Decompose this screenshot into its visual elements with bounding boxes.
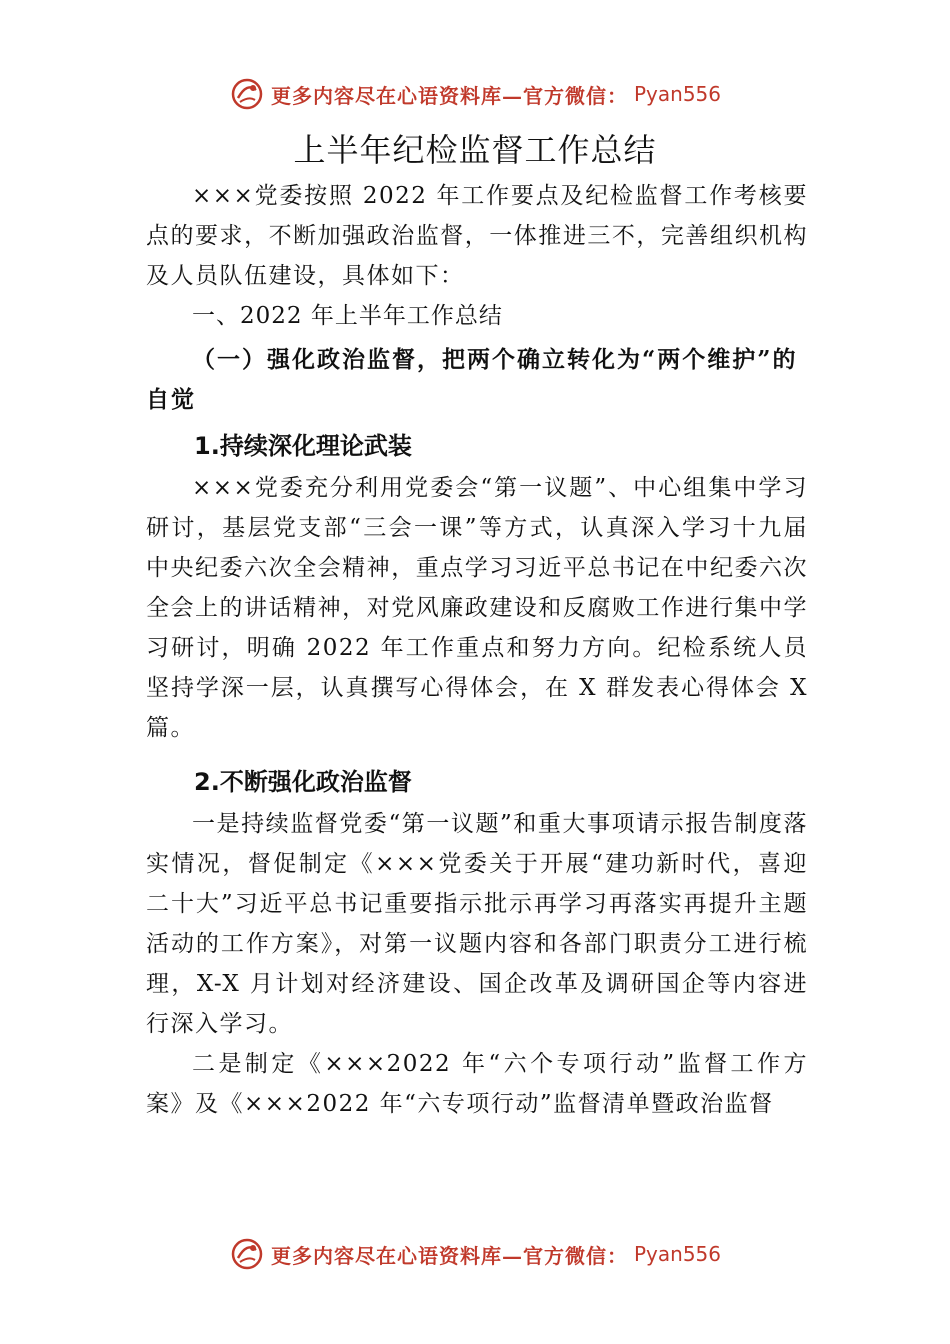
intro-paragraph: ×××党委按照 2022 年工作要点及纪检监督工作考核要点的要求，不断加强政治监督，一体推进三不，完善组织机构及人员队伍建设，具体如下： — [146, 183, 808, 289]
document-title: 上半年纪检监督工作总结 — [293, 131, 657, 169]
section-heading-1: 一、2022 年上半年工作总结 — [192, 303, 503, 329]
watermark-contact: Pyan556 — [633, 82, 721, 106]
watermark-text: 更多内容尽在心语资料库—官方微信： — [270, 83, 628, 108]
watermark-text: 更多内容尽在心语资料库—官方微信： — [270, 1243, 628, 1268]
subsection-heading-1: （一）强化政治监督，把两个确立转化为“两个维护”的自觉 — [146, 346, 798, 413]
item-1-paragraph: ×××党委充分利用党委会“第一议题”、中心组集中学习研讨，基层党支部“三会一课”等方式，认真深入学习十九届中央纪委六次全会精神，重点学习习近平总书记在中纪委六次全会上的讲话精神，对党风廉政建设和反腐败工作进行集中学习研讨，明确 2022 年工作重点和努力方向。纪检系统人员坚持学深一层，认真撰写心得体会，在 X 群发表心得体会 X 篇。 — [146, 475, 808, 741]
item-heading-2: 2.不断强化政治监督 — [194, 768, 412, 796]
watermark-logo-icon — [229, 1236, 265, 1272]
document-body — [146, 176, 808, 1124]
item-2-paragraph-1: 一是持续监督党委“第一议题”和重大事项请示报告制度落实情况，督促制定《×××党委关于开展“建功新时代，喜迎二十大”习近平总书记重要指示批示再学习再落实再提升主题活动的工作方案》，对第一议题内容和各部门职责分工进行梳理，X-X 月计划对经济建设、国企改革及调研国企等内容进行深入学习。 — [146, 811, 808, 1037]
item-2-paragraph-2: 二是制定《×××2022 年“六个专项行动”监督工作方案》及《×××2022 年“六专项行动”监督清单暨政治监督 — [146, 1051, 808, 1117]
watermark-contact: Pyan556 — [633, 1242, 721, 1266]
watermark-logo-icon — [229, 76, 265, 112]
item-heading-1: 1.持续深化理论武装 — [194, 432, 412, 460]
watermark-header — [0, 72, 950, 116]
watermark-footer — [0, 1232, 950, 1276]
